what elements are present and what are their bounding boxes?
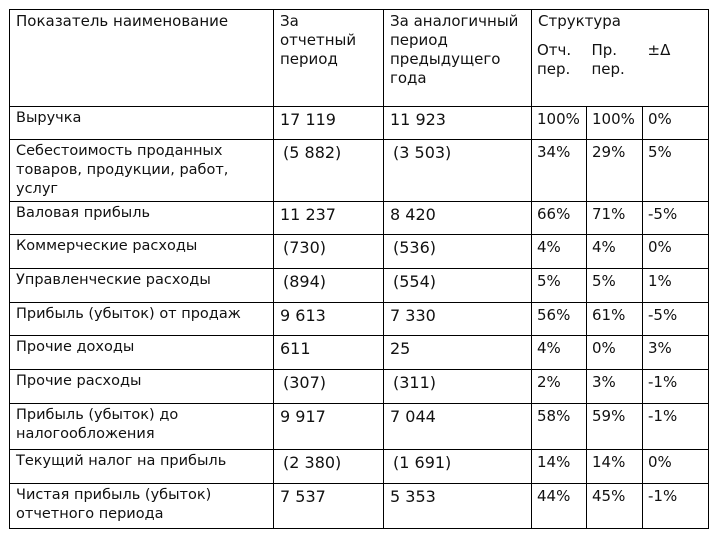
table-row [10,302,709,336]
row-structure-current: 14% [532,450,587,484]
header-indicator: Показатель наименование [10,10,274,107]
row-previous-value: (3 503) [384,140,532,201]
row-current-value: (730) [274,235,384,269]
header-structure-current: Отч. пер. [532,41,587,106]
row-current-value: (2 380) [274,450,384,484]
row-structure-current: 2% [532,369,587,403]
row-current-value: 9 917 [274,403,384,450]
row-previous-value: 8 420 [384,201,532,235]
row-structure-current: 56% [532,302,587,336]
row-name: Коммерческие расходы [10,235,274,269]
row-current-value: 7 537 [274,484,384,529]
table-row [10,484,709,529]
table-row [10,140,709,201]
table-row [10,403,709,450]
table-row [10,235,709,269]
row-structure-delta: 0% [643,450,709,484]
row-structure-delta: 5% [643,140,709,201]
row-previous-value: (1 691) [384,450,532,484]
row-name: Валовая прибыль [10,201,274,235]
row-current-value: (307) [274,369,384,403]
row-structure-previous: 100% [587,106,643,140]
row-name: Прибыль (убыток) до налогообложения [10,403,274,450]
row-structure-previous: 71% [587,201,643,235]
table-row [10,369,709,403]
row-name: Чистая прибыль (убыток) отчетного периода [10,484,274,529]
row-current-value: (5 882) [274,140,384,201]
table-row [10,106,709,140]
row-structure-delta: -5% [643,201,709,235]
row-name: Прочие доходы [10,336,274,370]
row-name: Прочие расходы [10,369,274,403]
row-structure-delta: -1% [643,484,709,529]
row-previous-value: 5 353 [384,484,532,529]
row-structure-previous: 3% [587,369,643,403]
row-structure-previous: 45% [587,484,643,529]
row-name: Текущий налог на прибыль [10,450,274,484]
row-structure-delta: -1% [643,369,709,403]
row-structure-delta: -5% [643,302,709,336]
row-structure-previous: 4% [587,235,643,269]
header-structure-previous: Пр. пер. [587,41,643,106]
row-structure-current: 34% [532,140,587,201]
row-structure-delta: 0% [643,235,709,269]
row-structure-current: 100% [532,106,587,140]
row-structure-current: 66% [532,201,587,235]
row-structure-previous: 5% [587,268,643,302]
financial-results-table [9,9,709,529]
row-current-value: 17 119 [274,106,384,140]
header-current-period: За отчетный период [274,10,384,107]
header-row [10,10,709,42]
row-name: Себестоимость проданных товаров, продукции, работ, услуг [10,140,274,201]
row-structure-current: 5% [532,268,587,302]
row-previous-value: 7 330 [384,302,532,336]
row-current-value: (894) [274,268,384,302]
row-structure-current: 58% [532,403,587,450]
financial-results-table-container [9,9,708,529]
table-row [10,336,709,370]
row-structure-previous: 59% [587,403,643,450]
row-structure-current: 44% [532,484,587,529]
row-previous-value: (554) [384,268,532,302]
header-structure-delta: ±Δ [643,41,709,106]
row-previous-value: 7 044 [384,403,532,450]
row-structure-delta: -1% [643,403,709,450]
row-current-value: 11 237 [274,201,384,235]
row-name: Выручка [10,106,274,140]
table-row [10,268,709,302]
row-structure-current: 4% [532,336,587,370]
row-structure-delta: 3% [643,336,709,370]
header-structure: Структура [532,10,709,42]
header-previous-period: За аналогичный период предыдущего года [384,10,532,107]
row-structure-previous: 14% [587,450,643,484]
table-row [10,450,709,484]
row-current-value: 9 613 [274,302,384,336]
row-structure-previous: 29% [587,140,643,201]
row-name: Управленческие расходы [10,268,274,302]
row-previous-value: 25 [384,336,532,370]
row-structure-previous: 0% [587,336,643,370]
row-name: Прибыль (убыток) от продаж [10,302,274,336]
row-structure-previous: 61% [587,302,643,336]
table-row [10,201,709,235]
row-previous-value: (311) [384,369,532,403]
row-previous-value: 11 923 [384,106,532,140]
row-structure-delta: 1% [643,268,709,302]
row-current-value: 611 [274,336,384,370]
row-structure-delta: 0% [643,106,709,140]
row-structure-current: 4% [532,235,587,269]
row-previous-value: (536) [384,235,532,269]
